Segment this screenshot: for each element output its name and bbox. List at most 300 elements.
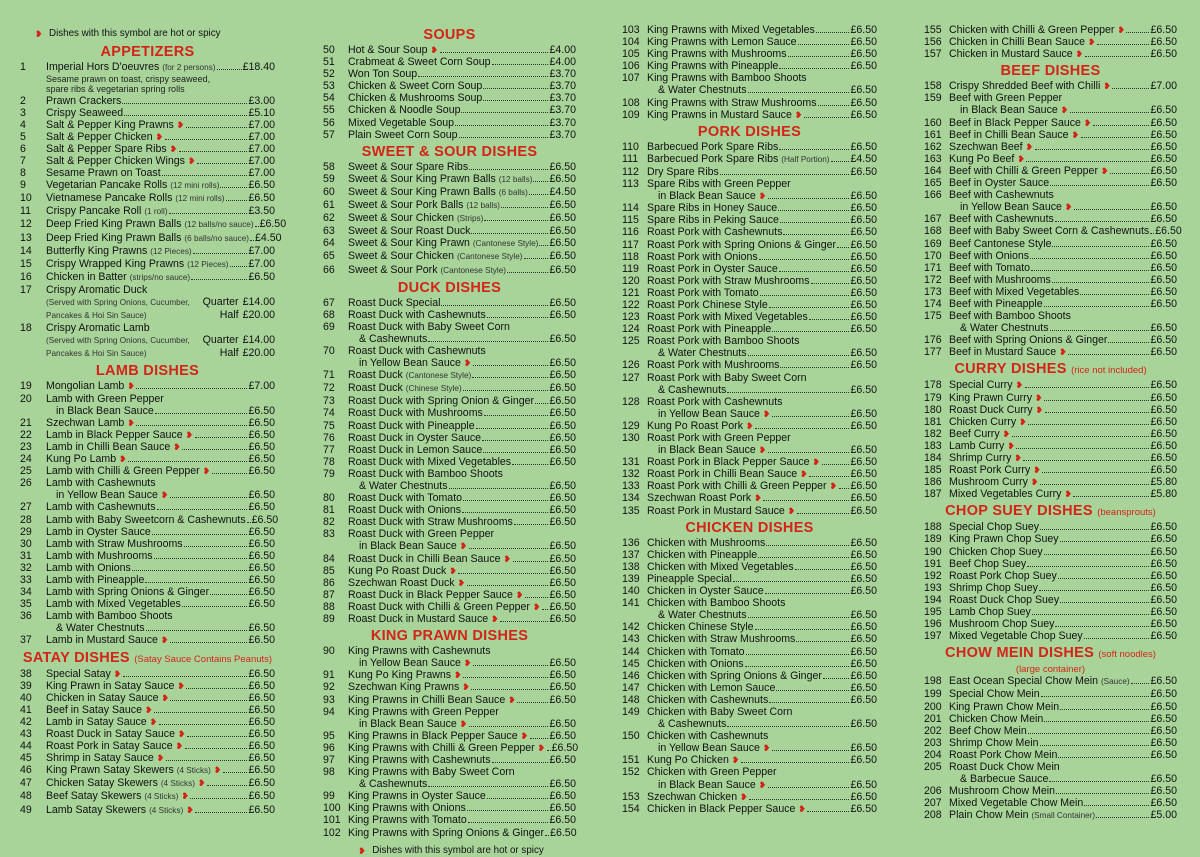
item-name-text: King Prawn Chow Mein xyxy=(949,700,1060,713)
menu-item-row xyxy=(20,680,275,692)
item-price: £6.50 xyxy=(549,455,576,468)
menu-item-row xyxy=(924,416,1177,428)
menu-item-continuation xyxy=(924,201,1177,213)
menu-item-row xyxy=(622,141,877,153)
leader-dots xyxy=(779,68,849,69)
item-name xyxy=(348,504,461,516)
item-name xyxy=(949,452,1022,464)
item-name-text: Chicken with Bamboo Shoots xyxy=(647,597,786,610)
item-number: 74 xyxy=(323,407,335,420)
item-number: 186 xyxy=(924,476,942,489)
item-name xyxy=(647,432,791,444)
item-number: 30 xyxy=(20,537,32,550)
chili-icon: ❥ xyxy=(758,779,767,790)
item-price: £6.50 xyxy=(549,717,576,730)
item-name xyxy=(348,742,546,754)
item-number: 40 xyxy=(20,691,32,704)
item-price: £6.50 xyxy=(549,681,576,694)
menu-item-row xyxy=(20,131,275,143)
item-name-text: King Prawns with Cashewnuts xyxy=(348,645,491,658)
menu-item-row xyxy=(924,213,1177,225)
item-price: £6.50 xyxy=(1150,618,1177,631)
item-number: 10 xyxy=(20,192,32,205)
item-name xyxy=(348,309,486,321)
item-name xyxy=(949,225,1149,237)
item-number: 81 xyxy=(323,504,335,517)
leader-dots xyxy=(449,488,549,489)
item-price: £6.50 xyxy=(549,199,576,212)
leader-dots xyxy=(816,32,850,33)
item-name-text: Mixed Vegetable Soup xyxy=(348,116,455,129)
item-number: 173 xyxy=(924,285,942,298)
leader-dots xyxy=(483,88,548,89)
menu-item-row xyxy=(323,492,576,504)
item-number: 182 xyxy=(924,427,942,440)
item-number: 17 xyxy=(20,283,32,296)
item-price: £6.50 xyxy=(549,693,576,706)
section-heading xyxy=(323,628,576,645)
item-name xyxy=(949,213,1054,225)
item-number: 100 xyxy=(323,802,341,815)
item-price: £6.50 xyxy=(248,634,275,647)
item-number: 135 xyxy=(622,504,640,517)
menu-item-row xyxy=(20,61,275,74)
item-price: £6.50 xyxy=(850,633,877,646)
menu-item-row xyxy=(924,92,1177,104)
item-price: £6.50 xyxy=(850,84,877,97)
item-name-text: Beef with Chilli & Green Pepper xyxy=(949,164,1098,177)
item-name xyxy=(348,225,470,237)
item-number: 16 xyxy=(20,270,32,283)
menu-item-row xyxy=(20,322,275,334)
menu-item-continuation xyxy=(323,718,576,730)
menu-item-continuation xyxy=(323,357,576,369)
item-name-text: Beef Cantonese Style xyxy=(949,237,1052,250)
item-name-text: Mixed Vegetable Chop Suey xyxy=(949,630,1083,643)
menu-item-row xyxy=(323,694,576,706)
menu-item-row xyxy=(20,179,275,192)
item-number: 4 xyxy=(20,118,26,131)
item-number: 44 xyxy=(20,740,32,753)
item-name xyxy=(46,441,181,453)
item-price: £6.50 xyxy=(1150,797,1177,810)
item-number: 206 xyxy=(924,785,942,798)
item-name-text: Mongolian Lamb xyxy=(46,380,125,393)
leader-dots xyxy=(1060,541,1150,542)
chili-icon: ❥ xyxy=(187,155,196,166)
item-name xyxy=(46,740,184,752)
section-note: (rice not included) xyxy=(1071,365,1147,377)
item-number: 121 xyxy=(622,286,640,299)
menu-item-row xyxy=(924,761,1177,773)
item-number: 143 xyxy=(622,633,640,646)
menu-item-row xyxy=(323,601,576,613)
menu-item-continuation xyxy=(622,408,877,420)
item-number: 46 xyxy=(20,764,32,777)
leader-dots xyxy=(212,473,248,474)
item-number: 126 xyxy=(622,359,640,372)
leader-dots xyxy=(1055,221,1150,222)
section-heading xyxy=(323,27,576,44)
menu-item-row xyxy=(924,379,1177,391)
leader-dots xyxy=(1084,638,1150,639)
item-number: 38 xyxy=(20,667,32,680)
item-price: £6.50 xyxy=(549,382,576,395)
leader-dots xyxy=(778,210,849,211)
leader-dots xyxy=(1050,330,1150,331)
item-name xyxy=(949,713,1043,725)
menu-item-row xyxy=(622,323,877,335)
leader-dots xyxy=(1085,56,1150,57)
item-name-text: Roast Pork with Chilli & Green Pepper xyxy=(647,480,827,493)
item-name-text: Shrimp Curry xyxy=(949,452,1012,464)
chili-icon: ❥ xyxy=(462,682,470,693)
chili-icon: ❥ xyxy=(537,742,546,753)
section-note: (soft noodles) xyxy=(1098,649,1156,661)
menu-item-row xyxy=(20,704,275,716)
menu-item-row xyxy=(924,392,1177,404)
menu-item-row xyxy=(622,730,877,742)
item-price: £6.50 xyxy=(248,573,275,586)
menu-item-row xyxy=(924,48,1177,60)
item-price: £6.50 xyxy=(1150,261,1177,274)
item-name xyxy=(949,274,1051,286)
item-name-continued xyxy=(349,333,427,345)
item-name xyxy=(647,585,764,597)
chili-icon: ❥ xyxy=(127,417,135,428)
item-number: 133 xyxy=(622,480,640,493)
menu-item-continuation xyxy=(323,333,576,345)
item-price: £6.50 xyxy=(850,190,877,203)
item-number: 5 xyxy=(20,130,26,143)
item-name xyxy=(949,177,1049,189)
item-name-text: Plain Sweet Corn Soup xyxy=(348,128,458,141)
chili-icon: ❥ xyxy=(181,791,190,802)
leader-dots xyxy=(745,666,850,667)
item-name xyxy=(348,173,532,186)
item-price: £6.50 xyxy=(1150,439,1177,452)
menu-item-continuation xyxy=(20,622,275,634)
leader-dots xyxy=(535,403,548,404)
item-name-text: Roast Duck in Mustard Sauce xyxy=(348,613,489,626)
item-price: £6.50 xyxy=(549,308,576,321)
item-number: 128 xyxy=(622,395,640,408)
menu-item-row xyxy=(622,791,877,803)
item-name-text: Roast Pork Chop Suey xyxy=(949,569,1057,582)
leader-dots xyxy=(166,760,248,761)
item-price: £6.50 xyxy=(1150,379,1177,392)
menu-item-continuation xyxy=(20,489,275,501)
leader-dots xyxy=(230,266,248,267)
item-name-text: Hot & Sour Soup xyxy=(348,44,428,56)
item-name xyxy=(647,658,744,670)
item-name xyxy=(949,153,1025,165)
item-name-text: Chicken with Lemon Sauce xyxy=(647,681,776,694)
item-number: 18 xyxy=(20,322,32,335)
menu-item-row xyxy=(622,803,877,815)
menu-item-row xyxy=(924,238,1177,250)
menu-item-row xyxy=(323,309,576,321)
chili-icon: ❥ xyxy=(213,765,222,776)
item-name xyxy=(949,117,1092,129)
leader-dots xyxy=(1042,472,1149,473)
item-name-text: King Prawns with Spring Onions & Ginger xyxy=(348,826,545,839)
item-name-text: in Black Bean Sauce xyxy=(359,717,457,730)
item-name-text: Sweet & Sour Chicken xyxy=(348,212,454,225)
menu-item-row xyxy=(20,562,275,574)
item-price: £6.50 xyxy=(850,250,877,263)
leader-dots xyxy=(1097,44,1149,45)
item-number: 9 xyxy=(20,179,26,192)
item-name-text: Lamb with Mushrooms xyxy=(46,549,153,562)
item-number: 78 xyxy=(323,455,335,468)
item-number: 115 xyxy=(622,214,639,227)
item-name xyxy=(949,346,1067,358)
item-name-text: Chicken in Mustard Sauce xyxy=(949,48,1073,61)
item-price: £6.50 xyxy=(549,369,576,382)
leader-dots xyxy=(1049,781,1149,782)
item-name-text: in Black Bean Sauce xyxy=(960,104,1058,117)
item-number: 203 xyxy=(924,736,942,749)
item-number: 114 xyxy=(622,202,639,215)
item-name-text: Salt & Pepper Spare Ribs xyxy=(46,142,167,155)
portion-description: Pancakes & Hoi Sin Sauce) xyxy=(46,349,147,359)
leader-dots xyxy=(459,137,549,138)
item-name xyxy=(949,797,1083,809)
section-note: (Satay Sauce Contains Peanuts) xyxy=(134,653,273,665)
menu-item-row xyxy=(323,577,576,589)
leader-dots xyxy=(471,233,548,234)
item-name-text: Roast Pork in Chilli Bean Sauce xyxy=(647,468,798,481)
item-number: 169 xyxy=(924,237,942,250)
item-name-text: Beef with Onions xyxy=(949,249,1030,262)
menu-item-row xyxy=(323,456,576,468)
menu-item-row xyxy=(323,237,576,250)
leader-dots xyxy=(839,488,850,489)
menu-item-row xyxy=(20,610,275,622)
item-name xyxy=(46,634,169,646)
item-number: 145 xyxy=(622,657,640,670)
chili-icon: ❥ xyxy=(186,804,194,815)
item-price: £6.50 xyxy=(850,444,877,457)
item-number: 193 xyxy=(924,581,942,594)
menu-item-row xyxy=(924,346,1177,358)
item-name-continued xyxy=(950,773,1048,785)
menu-item-row xyxy=(622,420,877,432)
item-name-text: Chicken with Cashewnuts xyxy=(647,693,769,706)
item-name-text: Roast Pork Chow Mein xyxy=(949,748,1058,761)
item-name xyxy=(647,178,791,190)
item-note: (4 Sticks) xyxy=(149,805,184,815)
item-name xyxy=(348,613,499,625)
item-name xyxy=(46,764,222,777)
item-price: £6.50 xyxy=(850,693,877,706)
item-price: £14.00 xyxy=(242,334,275,347)
item-name-text: King Prawns with Lemon Sauce xyxy=(647,36,797,49)
item-name xyxy=(348,669,462,681)
leader-dots xyxy=(788,56,850,57)
leader-dots xyxy=(1060,709,1149,710)
item-name xyxy=(348,237,538,250)
item-price: £6.50 xyxy=(1150,104,1177,117)
leader-dots xyxy=(1150,233,1154,234)
item-name xyxy=(949,737,1039,749)
leader-dots xyxy=(467,810,549,811)
item-name xyxy=(647,621,754,633)
menu-item-row xyxy=(622,251,877,263)
item-name xyxy=(46,716,158,728)
menu-item-row xyxy=(622,561,877,573)
item-number: 151 xyxy=(622,754,640,767)
chili-icon: ❥ xyxy=(740,791,748,802)
item-name-text: Crispy Shredded Beef with Chilli xyxy=(949,80,1101,93)
item-price: £6.50 xyxy=(850,560,877,573)
menu-item-row xyxy=(622,311,877,323)
item-number: 140 xyxy=(622,585,640,598)
item-name-text: King Prawns in Mustard Sauce xyxy=(647,108,792,121)
leader-dots xyxy=(530,738,549,739)
chili-icon: ❥ xyxy=(463,358,472,369)
item-price: £6.50 xyxy=(1150,128,1177,141)
item-price: £6.50 xyxy=(850,480,877,493)
item-price: £6.50 xyxy=(1150,273,1177,286)
chili-icon: ❥ xyxy=(1035,404,1044,415)
item-note: (12 balls) xyxy=(498,174,533,184)
item-name-text: King Prawns in Oyster Sauce xyxy=(348,790,486,803)
item-price: £6.50 xyxy=(850,645,877,658)
item-name-text: Crispy Wrapped King Prawns xyxy=(46,257,185,270)
leader-dots xyxy=(458,573,548,574)
item-name-text: Deep Fried King Prawn Balls xyxy=(46,231,182,244)
item-price: £14.00 xyxy=(242,296,275,308)
item-name xyxy=(647,706,792,718)
item-name-text: Szechwan Roast Pork xyxy=(647,492,752,505)
item-price: £18.40 xyxy=(242,61,275,73)
leader-dots xyxy=(487,798,549,799)
leader-dots xyxy=(1044,306,1150,307)
item-name xyxy=(949,428,1011,440)
item-name-text: Roast Pork with Cashewnuts xyxy=(647,395,783,408)
chili-icon: ❥ xyxy=(1060,105,1069,116)
spicy-legend-bottom xyxy=(323,845,576,857)
item-name-continued xyxy=(648,190,767,202)
item-price: £6.50 xyxy=(549,516,576,529)
item-name-text: & Cashewnuts xyxy=(359,332,428,345)
item-number: 184 xyxy=(924,452,942,464)
item-price: £6.50 xyxy=(248,598,275,611)
item-name xyxy=(348,44,439,56)
chili-icon: ❥ xyxy=(197,778,206,789)
item-price: £6.50 xyxy=(248,537,275,550)
chili-icon: ❥ xyxy=(1059,347,1067,358)
item-name xyxy=(348,730,529,742)
item-name-text: Roast Pork with Green Pepper xyxy=(647,432,791,444)
leader-dots xyxy=(501,207,548,208)
item-price: £3.70 xyxy=(549,68,576,81)
leader-dots xyxy=(1039,590,1150,591)
item-name xyxy=(647,468,808,480)
leader-dots xyxy=(727,726,849,727)
menu-item-row xyxy=(924,452,1177,464)
item-name xyxy=(348,117,454,129)
item-name-text: Roast Duck with Chilli & Green Pepper xyxy=(348,600,530,613)
item-name xyxy=(348,553,512,565)
portion-label: Half xyxy=(219,347,239,360)
item-description: Sesame prawn on toast, crispy seaweed, xyxy=(46,74,211,85)
item-price: £6.50 xyxy=(850,226,877,239)
item-name-text: Chicken with Straw Mushrooms xyxy=(647,633,796,646)
item-name xyxy=(647,456,821,468)
item-number: 136 xyxy=(622,536,640,549)
item-price: £6.50 xyxy=(850,108,877,121)
item-price: £6.50 xyxy=(549,296,576,309)
chili-icon: ❥ xyxy=(1017,153,1025,164)
item-name xyxy=(46,232,249,245)
menu-item-row xyxy=(622,299,877,311)
item-name xyxy=(949,238,1051,250)
item-name xyxy=(949,189,1054,201)
item-name xyxy=(46,574,144,586)
item-number: 191 xyxy=(924,557,942,570)
item-name-text: Chicken in Chilli Bean Sauce xyxy=(949,36,1086,49)
menu-item-row xyxy=(323,468,576,480)
menu-item-row xyxy=(622,585,877,597)
item-name-text: Salt & Pepper Chicken Wings xyxy=(46,154,185,167)
item-name xyxy=(949,688,1040,700)
item-note: (1 roll) xyxy=(144,207,168,217)
item-name xyxy=(46,131,164,143)
item-name xyxy=(46,205,168,218)
leader-dots xyxy=(463,390,549,391)
item-number: 85 xyxy=(323,564,335,577)
menu-item-row xyxy=(924,533,1177,545)
leader-dots xyxy=(1045,412,1150,413)
item-number: 131 xyxy=(622,456,640,469)
leader-dots xyxy=(1044,400,1149,401)
item-name xyxy=(46,598,181,610)
item-name xyxy=(46,245,192,258)
item-note: (Strips) xyxy=(456,214,484,224)
item-price: £6.50 xyxy=(1150,322,1177,335)
item-number: 43 xyxy=(20,728,32,740)
item-name-text: Roast Pork with Straw Mushrooms xyxy=(647,274,810,287)
item-name xyxy=(647,420,754,432)
item-name xyxy=(46,393,164,405)
leader-dots xyxy=(1070,112,1150,113)
item-description: spare ribs & vegetarian spring rolls xyxy=(46,84,185,95)
item-number: 180 xyxy=(924,403,942,416)
item-name-text: Kung Po King Prawns xyxy=(348,669,452,682)
menu-item-row xyxy=(622,597,877,609)
leader-dots xyxy=(1044,721,1149,722)
leader-dots xyxy=(250,240,254,241)
item-number: 65 xyxy=(323,250,335,263)
item-name xyxy=(46,380,135,392)
item-name-text: Lamb with Baby Sweetcorn & Cashewnuts xyxy=(46,513,246,526)
item-name-continued xyxy=(648,444,767,456)
item-name-text: Roast Duck with Cashewnuts xyxy=(348,308,486,321)
menu-item-continuation xyxy=(622,84,877,96)
item-note: (Cantonese Style) xyxy=(440,265,506,275)
item-name xyxy=(46,107,123,119)
item-name xyxy=(46,514,246,526)
item-name xyxy=(647,214,779,226)
item-price: £6.50 xyxy=(549,802,576,815)
item-price: £6.50 xyxy=(850,681,877,694)
menu-item-row xyxy=(323,173,576,186)
chili-icon: ❥ xyxy=(160,635,169,646)
item-name xyxy=(949,141,1034,153)
